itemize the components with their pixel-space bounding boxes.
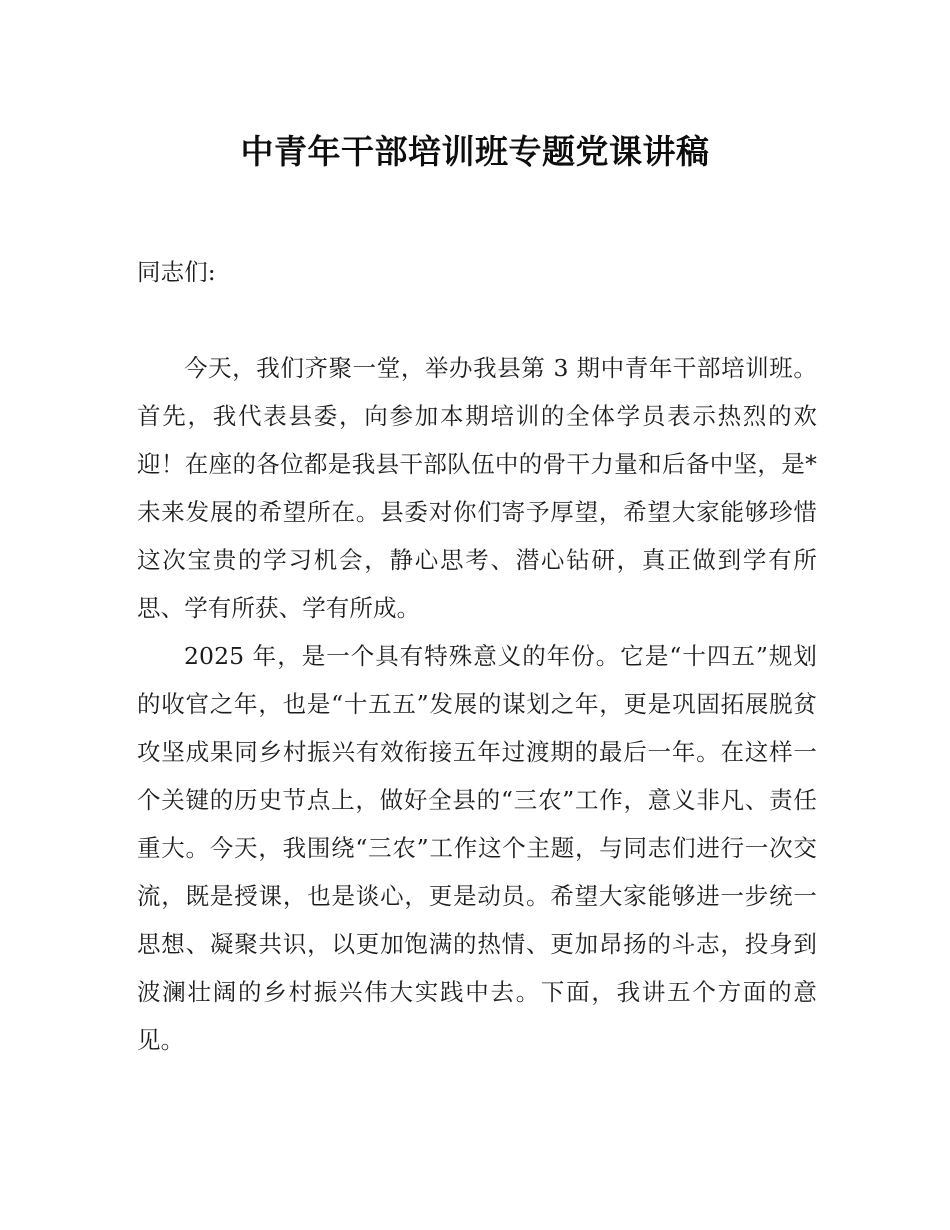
spacer: [137, 296, 817, 344]
page-title: 中青年干部培训班专题党课讲稿: [240, 132, 710, 172]
document-body: [137, 248, 817, 1064]
paragraph-welcome: 今天，我们齐聚一堂，举办我县第 3 期中青年干部培训班。首先，我代表县委，向参加本期培训的全体学员表示热烈的欢迎！在座的各位都是我县干部队伍中的骨干力量和后备中坚，是*未来发展的希望所在。县委对你们寄予厚望，希望大家能够珍惜这次宝贵的学习机会，静心思考、潜心钻研，真正做到学有所思、学有所获、学有所成。: [137, 354, 817, 622]
salutation: 同志们:: [137, 258, 216, 286]
paragraph-year-significance: 2025 年，是一个具有特殊意义的年份。它是“十四五”规划的收官之年，也是“十五五”发展的谋划之年，更是巩固拓展脱贫攻坚成果同乡村振兴有效衔接五年过渡期的最后一年。在这样一个关键的历史节点上，做好全县的“三农”工作，意义非凡、责任重大。今天，我围绕“三农”工作这个主题，与同志们进行一次交流，既是授课，也是谈心，更是动员。希望大家能够进一步统一思想、凝聚共识，以更加饱满的热情、更加昂扬的斗志，投身到波澜壮阔的乡村振兴伟大实践中去。下面，我讲五个方面的意见。: [137, 642, 817, 1054]
